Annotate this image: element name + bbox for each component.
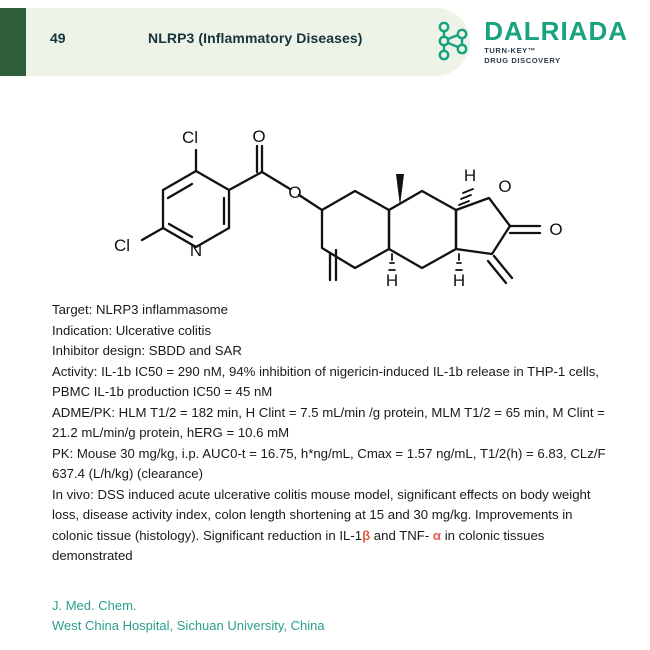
atom-label-h-left: H — [385, 271, 399, 290]
atom-label-h-top: H — [463, 166, 477, 185]
atom-label-o-ring: O — [498, 177, 512, 196]
slide-number: 49 — [50, 30, 66, 46]
body-line-inhibitor-design: Inhibitor design: SBDD and SAR — [52, 343, 242, 358]
body-line-target: Target: NLRP3 inflammasome — [52, 302, 228, 317]
atom-label-cl-top: Cl — [181, 128, 199, 147]
logo-tagline-line2: DRUG DISCOVERY — [484, 55, 561, 65]
brand-logo — [432, 18, 628, 64]
header-accent-bar — [0, 8, 26, 76]
page-title: NLRP3 (Inflammatory Diseases) — [148, 30, 363, 46]
chemical-structure-diagram — [0, 88, 650, 293]
atom-label-nitrogen: N — [189, 241, 203, 260]
atom-label-h-right: H — [452, 271, 466, 290]
greek-beta-symbol: β — [362, 527, 371, 543]
dalriada-molecule-icon — [432, 19, 476, 63]
logo-wordmark: DALRIADA — [484, 16, 628, 46]
in-vivo-text-part2: and TNF- — [370, 527, 433, 543]
slide-footer — [52, 596, 612, 636]
slide-header — [0, 0, 650, 88]
body-line-adme-pk: ADME/PK: HLM T1/2 = 182 min, H Clint = 7.5 mL/min /g protein, MLM T1/2 = 65 min, M Clint = 21.2 mL/min/g protein, hERG = 10.6 mM — [52, 404, 605, 440]
atom-label-o-ester: O — [288, 183, 302, 202]
atom-label-o-lactone: O — [549, 220, 563, 239]
body-line-pk: PK: Mouse 30 mg/kg, i.p. AUC0-t = 16.75, h*ng/mL, Cmax = 1.57 ng/mL, T1/2(h) = 6.83, CLz/F 637.4 (L/h/kg) (clearance) — [52, 445, 606, 481]
in-vivo-text-part1: In vivo: DSS induced acute ulcerative colitis mouse model, significant effects on body weight loss, disease activity index, colon length shortening at 15 and 30 mg/kg. Improvements in colonic tissue (histology). Significant reduction in IL-1 — [52, 486, 591, 543]
body-line-in-vivo — [52, 485, 612, 567]
greek-alpha-symbol: α — [432, 527, 442, 543]
atom-label-cl-bottom: Cl — [113, 236, 131, 255]
slide-body — [52, 300, 612, 567]
body-line-indication: Indication: Ulcerative colitis — [52, 322, 212, 338]
footer-journal: J. Med. Chem. — [52, 598, 137, 613]
in-vivo-text-part3: in colonic tissues demonstrated — [52, 527, 545, 563]
logo-text-group — [484, 18, 628, 64]
body-line-activity: Activity: IL-1b IC50 = 290 nM, 94% inhibition of nigericin-induced IL-1b release in THP-1 cells, PBMC IL-1b production IC50 = 45 nM — [52, 363, 599, 399]
footer-affiliation: West China Hospital, Sichuan University, China — [52, 618, 325, 633]
atom-label-o-carbonyl: O — [252, 127, 266, 146]
logo-tagline-line1: TURN-KEY™ — [484, 46, 536, 55]
